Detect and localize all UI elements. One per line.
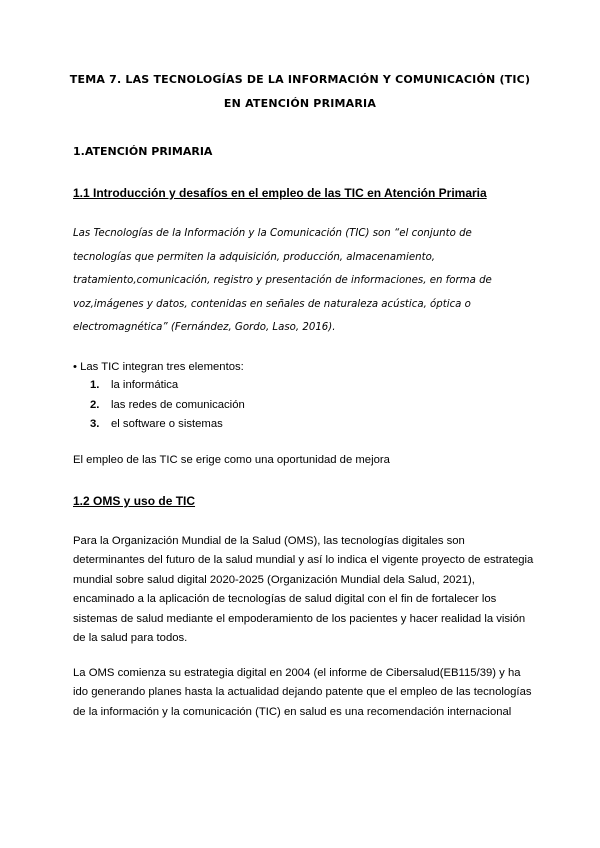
paragraph-line: de la información y la comunicación (TIC) en salud es una recomendación internacional <box>73 705 512 718</box>
quote-line: Las Tecnologías de la Información y la Comunicación (TIC) son “el conjunto de <box>73 228 472 239</box>
list-number: 2. <box>90 398 100 411</box>
subsection-heading-1-2: 1.2 OMS y uso de TIC <box>73 494 196 508</box>
list-label: la informática <box>111 379 179 391</box>
tic-closing-sentence: El empleo de las TIC se erige como una oportunidad de mejora <box>73 454 390 466</box>
paragraph-line: ido generando planes hasta la actualidad dejando patente que el empleo de las tecnologías <box>73 686 532 699</box>
paragraph-line: mundial sobre salud digital 2020-2025 (Organización Mundial dela Salud, 2021), <box>73 573 475 586</box>
paragraph-line: Para la Organización Mundial de la Salud (OMS), las tecnologías digitales son <box>73 535 465 547</box>
quote-line: tratamiento,comunicación, registro y presentación de informaciones, en forma de <box>73 275 492 286</box>
list-number: 3. <box>90 418 100 430</box>
paragraph-line: determinantes del futuro de la salud mundial y así lo indica el vigente proyecto de estrategia <box>73 554 534 567</box>
tic-definition-quote <box>73 222 533 340</box>
quote-line: voz,imágenes y datos, contenidas en señales de naturaleza acústica, óptica o <box>73 298 471 310</box>
oms-paragraph-2 <box>73 664 543 722</box>
quote-line: tecnologías que permiten la adquisición, producción, almacenamiento, <box>73 251 436 263</box>
quote-line: electromagnética” (Fernández, Gordo, Laso, 2016). <box>73 322 336 333</box>
paragraph-line: La OMS comienza su estrategia digital en 2004 (el informe de Cibersalud(EB115/39) y ha <box>73 667 521 679</box>
document-title-line-1: TEMA 7. LAS TECNOLOGÍAS DE LA INFORMACIÓN Y COMUNICACIÓN (TIC) <box>69 73 531 86</box>
paragraph-line: encaminado a la aplicación de tecnologías de salud digital con el fin de fortalecer los <box>73 593 497 606</box>
paragraph-line: sistemas de salud mediante el empoderamiento de los pacientes y hacer realidad la visión <box>73 612 526 625</box>
paragraph-line: de la salud para todos. <box>73 632 188 645</box>
oms-paragraph-1 <box>73 532 543 648</box>
subsection-heading-1-1: 1.1 Introducción y desafíos en el empleo de las TIC en Atención Primaria <box>73 186 487 200</box>
list-number: 1. <box>90 379 100 391</box>
list-label: las redes de comunicación <box>111 398 245 411</box>
section-heading-atencion-primaria: 1.ATENCIÓN PRIMARIA <box>73 145 213 158</box>
tic-elements-bullet: • Las TIC integran tres elementos: <box>73 361 244 373</box>
document-title-line-2: EN ATENCIÓN PRIMARIA <box>223 97 377 110</box>
list-label: el software o sistemas <box>111 418 223 430</box>
